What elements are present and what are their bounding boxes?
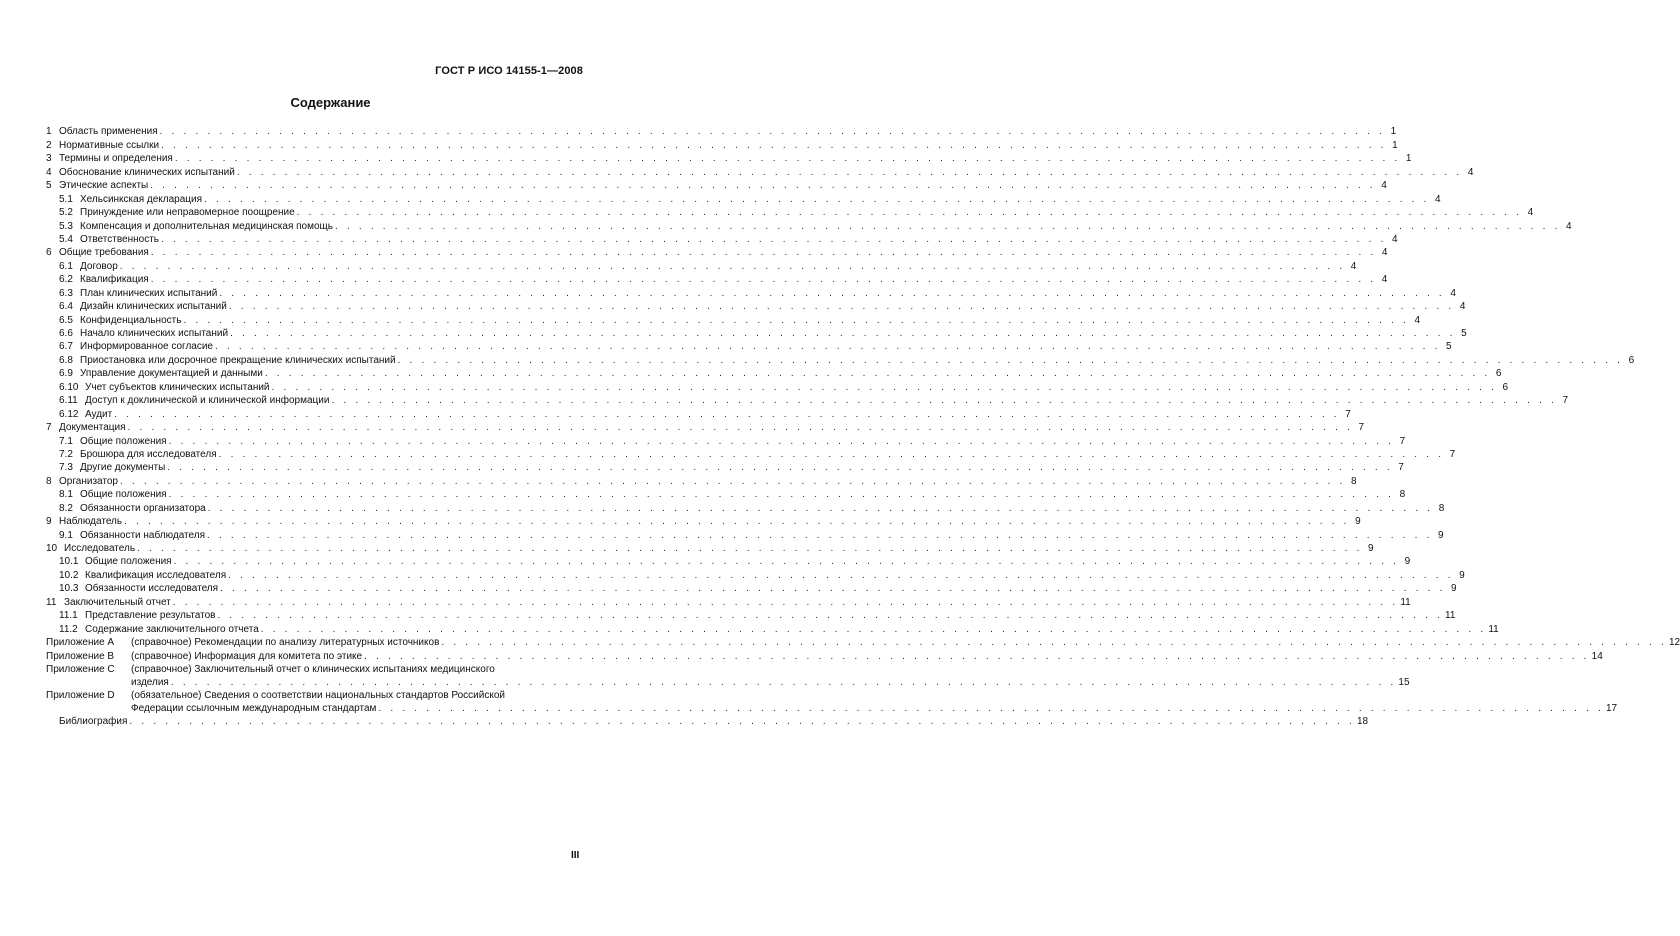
toc-entry-number: 6.4 — [59, 301, 73, 313]
toc-entry[interactable] — [46, 165, 1474, 178]
toc-entry-number: 5 — [46, 180, 52, 192]
toc-entry-number: 5.2 — [59, 207, 73, 219]
page-number: III — [571, 850, 580, 861]
toc-entry-page: 1 — [1405, 153, 1412, 165]
toc-entry-number: 11 — [46, 596, 57, 608]
toc-leader-dots: . . . . . . . . . . . . . . . . . . . . . . . . . . . . . . . . . . . . . . . . . . . . . . . . . . . . . . . . . . . . . . . . . . . . . . . . . . . . . . . . . . . . . . . . . . . . . . . . . . . . . . . — [264, 368, 1491, 380]
toc-entry-page: 4 — [1392, 233, 1398, 245]
toc-leader-dots: . . . . . . . . . . . . . . . . . . . . . . . . . . . . . . . . . . . . . . . . . . . . . . . . . . . . . . . . . . . . . . . . . . . . . . . . . . . . . . . . . . . . . . . . . . . . . . . . . . . . . . . — [137, 543, 1363, 554]
toc-entry-title — [80, 206, 295, 219]
toc-entry-number: 6.5 — [59, 314, 73, 326]
toc-entry[interactable] — [46, 689, 1618, 715]
toc-entry[interactable] — [46, 125, 1397, 138]
toc-entry[interactable] — [46, 152, 1412, 165]
toc-entry[interactable] — [46, 434, 1406, 447]
toc-entry-title-line: Содержание заключительного отчета — [85, 623, 259, 635]
standard-header: ГОСТ Р ИСО 14155-1—2008 — [435, 65, 583, 77]
toc-entry-page: 4 — [1381, 274, 1388, 286]
toc-entry-page: 8 — [1399, 489, 1406, 501]
toc-entry-title-line: Общие положения — [80, 435, 167, 447]
toc-entry-page: 6 — [1628, 354, 1635, 366]
toc-entry-title — [80, 340, 213, 353]
toc-entry-title-line: План клинических испытаний — [80, 287, 218, 299]
toc-entry-page: 1 — [1390, 126, 1397, 138]
page-title: Содержание — [290, 95, 371, 110]
toc-entry-number: 10.1 — [59, 556, 79, 568]
toc-entry[interactable] — [46, 219, 1572, 232]
toc-leader-dots: . . . . . . . . . . . . . . . . . . . . . . . . . . . . . . . . . . . . . . . . . . . . . . . . . . . . . . . . . . . . . . . . . . . . . . . . . . . . . . . . . . . . . . . . . . . . . . . . . . . . . . . — [236, 166, 1463, 178]
toc-entry-title-line: Обязанности наблюдателя — [80, 529, 205, 541]
toc-entry-page: 15 — [1398, 676, 1410, 688]
toc-entry-title-line: Брошюра для исследователя — [80, 448, 217, 460]
toc-entry-page: 4 — [1414, 314, 1420, 326]
toc-entry-title-line: Принуждение или неправомерное поощрение — [80, 207, 295, 219]
toc-entry-title — [59, 246, 149, 259]
toc-entry-title — [80, 273, 149, 286]
toc-entry-title-line: изделия — [131, 676, 169, 688]
toc-entry-page: 7 — [1399, 435, 1406, 447]
toc-entry[interactable] — [46, 206, 1534, 219]
toc-entry-page: 5 — [1461, 328, 1467, 339]
toc-entry-page: 11 — [1488, 623, 1499, 635]
toc-leader-dots: . . . . . . . . . . . . . . . . . . . . . . . . . . . . . . . . . . . . . . . . . . . . . . . . . . . . . . . . . . . . . . . . . . . . . . . . . . . . . . . . . . . . . . . . . . . . . . . . . . . . . . . — [172, 596, 1399, 608]
toc-entry-page: 12 — [1668, 637, 1680, 649]
toc-entry-title — [85, 381, 270, 394]
toc-leader-dots: . . . . . . . . . . . . . . . . . . . . . . . . . . . . . . . . . . . . . . . . . . . . . . . . . . . . . . . . . . . . . . . . . . . . . . . . . . . . . . . . . . . . . . . . . . . . . . . . . . . . . . . — [207, 529, 1433, 541]
toc-entry[interactable] — [46, 609, 1456, 622]
toc-entry[interactable] — [46, 138, 1398, 151]
toc-entry[interactable] — [46, 421, 1365, 434]
toc-entry-title — [80, 461, 165, 474]
toc-entry-title-line: Другие документы — [80, 462, 166, 474]
toc-entry-title-line: Исследователь — [64, 543, 136, 554]
toc-entry-title — [59, 515, 122, 528]
toc-entry-title — [85, 582, 218, 595]
toc-entry[interactable] — [46, 340, 1452, 353]
toc-leader-dots: . . . . . . . . . . . . . . . . . . . . . . . . . . . . . . . . . . . . . . . . . . . . . . . . . . . . . . . . . . . . . . . . . . . . . . . . . . . . . . . . . . . . . . . . . . . . . . . . . . . . . . . — [378, 702, 1604, 714]
toc-entry-title — [80, 260, 118, 273]
toc-entry-number: 8 — [46, 475, 52, 487]
toc-entry-page: 11 — [1400, 596, 1411, 608]
toc-entry[interactable] — [46, 233, 1398, 246]
toc-leader-dots: . . . . . . . . . . . . . . . . . . . . . . . . . . . . . . . . . . . . . . . . . . . . . . . . . . . . . . . . . . . . . . . . . . . . . . . . . . . . . . . . . . . . . . . . . . . . . . . . . . . . . . . — [119, 260, 1346, 272]
toc-entry-title — [80, 367, 263, 380]
toc-leader-dots: . . . . . . . . . . . . . . . . . . . . . . . . . . . . . . . . . . . . . . . . . . . . . . . . . . . . . . . . . . . . . . . . . . . . . . . . . . . . . . . . . . . . . . . . . . . . . . . . . . . . . . . — [173, 556, 1400, 568]
toc-entry-number: 10.2 — [59, 569, 79, 581]
toc-entry-page: 7 — [1562, 395, 1569, 407]
toc-entry[interactable] — [46, 179, 1387, 192]
toc-entry-number: 11.1 — [59, 610, 78, 622]
toc-leader-dots: . . . . . . . . . . . . . . . . . . . . . . . . . . . . . . . . . . . . . . . . . . . . . . . . . . . . . . . . . . . . . . . . . . . . . . . . . . . . . . . . . . . . . . . . . . . . . . . . . . . . . . . — [296, 207, 1523, 219]
toc-entry[interactable] — [46, 663, 1410, 689]
toc-leader-dots: . . . . . . . . . . . . . . . . . . . . . . . . . . . . . . . . . . . . . . . . . . . . . . . . . . . . . . . . . . . . . . . . . . . . . . . . . . . . . . . . . . . . . . . . . . . . . . . . . . . . . . . — [230, 328, 1456, 339]
toc-entry-page: 4 — [1565, 220, 1572, 232]
toc-entry-title-line: Документация — [59, 422, 126, 434]
toc-entry-page: 11 — [1445, 610, 1456, 622]
toc-entry-page: 7 — [1398, 462, 1404, 474]
toc-entry[interactable] — [46, 192, 1441, 205]
toc-entry-title-line: Общие требования — [59, 247, 149, 259]
toc-entry-number: 6.3 — [59, 287, 73, 299]
toc-entry-page: 17 — [1605, 702, 1618, 714]
toc-entry-number: 7.3 — [59, 462, 73, 474]
toc-entry-title-line: Область применения — [59, 126, 158, 138]
toc-entry-number: 6.9 — [59, 368, 73, 380]
toc-entry[interactable] — [46, 474, 1357, 487]
toc-entry-page: 9 — [1404, 556, 1411, 568]
toc-entry-title-line: Учет субъектов клинических испытаний — [85, 381, 270, 393]
toc-entry[interactable] — [46, 259, 1357, 272]
toc-entry-page: 6 — [1502, 381, 1509, 393]
toc-leader-dots: . . . . . . . . . . . . . . . . . . . . . . . . . . . . . . . . . . . . . . . . . . . . . . . . . . . . . . . . . . . . . . . . . . . . . . . . . . . . . . . . . . . . . . . . . . . . . . . . . . . . . . . — [271, 381, 1498, 393]
toc-entry-title — [85, 555, 172, 568]
toc-entry-title-line: Федерации ссылочным международным стандартам — [131, 702, 377, 714]
toc-leader-dots: . . . . . . . . . . . . . . . . . . . . . . . . . . . . . . . . . . . . . . . . . . . . . . . . . . . . . . . . . . . . . . . . . . . . . . . . . . . . . . . . . . . . . . . . . . . . . . . . . . . . . . . — [150, 180, 1376, 192]
toc-entry-title-line: Дизайн клинических испытаний — [80, 301, 227, 313]
toc-entry-page: 7 — [1358, 422, 1365, 434]
toc-entry-page: 9 — [1368, 543, 1374, 554]
toc-entry-title-line: Организатор — [59, 475, 118, 487]
toc-entry-title-line: Аудит — [85, 408, 113, 420]
toc-entry[interactable] — [46, 273, 1388, 286]
toc-leader-dots: . . . . . . . . . . . . . . . . . . . . . . . . . . . . . . . . . . . . . . . . . . . . . . . . . . . . . . . . . . . . . . . . . . . . . . . . . . . . . . . . . . . . . . . . . . . . . . . . . . . . . . . — [207, 502, 1434, 514]
toc-entry-title — [131, 636, 439, 649]
toc-entry-title — [80, 354, 396, 367]
toc-entry[interactable] — [46, 515, 1361, 528]
toc-entry-number: 6.11 — [59, 395, 78, 407]
toc-entry-title — [85, 408, 112, 421]
toc-leader-dots: . . . . . . . . . . . . . . . . . . . . . . . . . . . . . . . . . . . . . . . . . . . . . . . . . . . . . . . . . . . . . . . . . . . . . . . . . . . . . . . . . . . . . . . . . . . . . . . . . . . . . . . — [127, 422, 1354, 434]
toc-entry-number: 7.2 — [59, 448, 73, 460]
toc-entry[interactable] — [46, 488, 1406, 501]
toc-entry-number: 5.1 — [59, 193, 73, 205]
toc-entry-page: 14 — [1591, 650, 1603, 662]
toc-leader-dots: . . . . . . . . . . . . . . . . . . . . . . . . . . . . . . . . . . . . . . . . . . . . . . . . . . . . . . . . . . . . . . . . . . . . . . . . . . . . . . . . . . . . . . . . . . . . . . . . . . . . . . . — [397, 354, 1624, 366]
toc-entry-title — [80, 327, 228, 340]
toc-entry-title-line: (обязательное) Сведения о соответствии национальных стандартов Российской — [131, 689, 505, 701]
toc-leader-dots: . . . . . . . . . . . . . . . . . . . . . . . . . . . . . . . . . . . . . . . . . . . . . . . . . . . . . . . . . . . . . . . . . . . . . . . . . . . . . . . . . . . . . . . . . . . . . . . . . . . . . . . — [220, 583, 1446, 595]
toc-entry-title — [80, 300, 227, 313]
toc-entry[interactable] — [46, 394, 1569, 407]
toc-entry-number: 10.3 — [59, 583, 79, 595]
toc-entry-title — [59, 166, 235, 179]
toc-entry-title — [80, 287, 217, 300]
toc-entry-page: 9 — [1459, 569, 1465, 581]
toc-entry-page: 4 — [1450, 287, 1456, 299]
toc-entry-title — [64, 542, 135, 555]
toc-entry[interactable] — [46, 595, 1411, 608]
toc-entry-title — [80, 448, 217, 461]
toc-entry-title — [85, 394, 329, 407]
toc-entry-number: 7.1 — [59, 435, 73, 447]
toc-entry-title-line: Компенсация и дополнительная медицинская помощь — [80, 220, 333, 232]
toc-entry-page: 9 — [1451, 583, 1457, 595]
toc-entry-number: 6.8 — [59, 354, 73, 366]
toc-entry-number: 4 — [46, 166, 52, 178]
toc-entry-title-line: Наблюдатель — [59, 516, 123, 528]
toc-entry-title — [64, 596, 171, 609]
toc-entry-page: 4 — [1459, 301, 1466, 313]
toc-entry[interactable] — [46, 286, 1456, 299]
toc-entry[interactable] — [46, 353, 1635, 366]
toc-entry-title-line: Представление результатов — [85, 610, 216, 622]
toc-entry-title-line: Библиография — [59, 715, 128, 727]
toc-entry[interactable] — [46, 461, 1404, 474]
toc-leader-dots: . . . . . . . . . . . . . . . . . . . . . . . . . . . . . . . . . . . . . . . . . . . . . . . . . . . . . . . . . . . . . . . . . . . . . . . . . . . . . . . . . . . . . . . . . . . . . . . . . . . . . . . — [183, 314, 1409, 326]
toc-entry-title — [80, 193, 202, 206]
toc-leader-dots: . . . . . . . . . . . . . . . . . . . . . . . . . . . . . . . . . . . . . . . . . . . . . . . . . . . . . . . . . . . . . . . . . . . . . . . . . . . . . . . . . . . . . . . . . . . . . . . . . . . . . . . — [217, 610, 1444, 622]
toc-entry-title-line: Заключительный отчет — [64, 596, 171, 608]
toc-leader-dots: . . . . . . . . . . . . . . . . . . . . . . . . . . . . . . . . . . . . . . . . . . . . . . . . . . . . . . . . . . . . . . . . . . . . . . . . . . . . . . . . . . . . . . . . . . . . . . . . . . . . . . . — [124, 516, 1350, 528]
toc-entry-title — [59, 715, 127, 728]
toc-entry-title-line: (справочное) Информация для комитета по этике — [131, 650, 363, 662]
toc-entry[interactable] — [46, 568, 1465, 581]
toc-entry[interactable] — [46, 528, 1444, 541]
toc-entry-page: 4 — [1381, 180, 1387, 192]
toc-entry-number: 6 — [46, 247, 52, 259]
toc-entry-title-line: Нормативные ссылки — [59, 139, 160, 151]
toc-entry-title-line: Ответственность — [80, 233, 159, 245]
toc-entry-title-line: Приостановка или досрочное прекращение клинических испытаний — [80, 354, 396, 366]
toc-entry-title — [80, 502, 206, 515]
toc-entry-number: 2 — [46, 139, 52, 151]
toc-entry-number: 3 — [46, 153, 52, 165]
toc-entry-page: 8 — [1438, 502, 1445, 514]
toc-entry-number: 9 — [46, 516, 52, 528]
toc-entry-number: 7 — [46, 422, 52, 434]
toc-entry[interactable] — [46, 300, 1466, 313]
toc-entry-title-line: Управление документацией и данными — [80, 368, 263, 380]
toc-entry-title — [85, 569, 226, 582]
toc-entry-title-line: Обязанности исследователя — [85, 583, 219, 595]
toc-leader-dots: . . . . . . . . . . . . . . . . . . . . . . . . . . . . . . . . . . . . . . . . . . . . . . . . . . . . . . . . . . . . . . . . . . . . . . . . . . . . . . . . . . . . . . . . . . . . . . . . . . . . . . . — [331, 395, 1558, 407]
toc-entry-title — [80, 220, 333, 233]
toc-entry-number: 10 — [46, 543, 58, 554]
toc-entry-title-line: Информированное согласие — [80, 341, 213, 353]
toc-entry-title — [80, 233, 159, 246]
toc-leader-dots: . . . . . . . . . . . . . . . . . . . . . . . . . . . . . . . . . . . . . . . . . . . . . . . . . . . . . . . . . . . . . . . . . . . . . . . . . . . . . . . . . . . . . . . . . . . . . . . . . . . . . . . — [150, 274, 1377, 286]
toc-entry-number: 6.10 — [59, 381, 79, 393]
toc-entry[interactable] — [46, 582, 1457, 595]
toc-entry-number: Приложение D — [46, 689, 115, 701]
toc-entry-page: 4 — [1467, 166, 1474, 178]
toc-leader-dots: . . . . . . . . . . . . . . . . . . . . . . . . . . . . . . . . . . . . . . . . . . . . . . . . . . . . . . . . . . . . . . . . . . . . . . . . . . . . . . . . . . . . . . . . . . . . . . . . . . . . . . . — [441, 637, 1667, 649]
toc-entry-title — [59, 475, 118, 488]
toc-entry-title-line: Начало клинических испытаний — [80, 328, 229, 339]
toc-entry-page: 4 — [1527, 207, 1534, 219]
toc-leader-dots: . . . . . . . . . . . . . . . . . . . . . . . . . . . . . . . . . . . . . . . . . . . . . . . . . . . . . . . . . . . . . . . . . . . . . . . . . . . . . . . . . . . . . . . . . . . . . . . . . . . . . . . — [129, 715, 1355, 727]
toc-entry-title-line: Договор — [80, 260, 118, 272]
toc-entry[interactable] — [46, 327, 1467, 340]
toc-entry-number: 5.4 — [59, 233, 73, 245]
toc-entry[interactable] — [46, 542, 1374, 555]
toc-entry-number: 5.3 — [59, 220, 73, 232]
toc-entry[interactable] — [46, 649, 1603, 662]
toc-entry-title-line: Термины и определения — [59, 153, 173, 165]
toc-entry-title-line: Общие положения — [85, 556, 172, 568]
toc-entry-number: Приложение С — [46, 663, 115, 675]
toc-entry[interactable] — [46, 636, 1680, 649]
toc-entry-title — [80, 314, 181, 327]
toc-entry-page: 5 — [1446, 341, 1452, 353]
toc-entry-title-line: Конфиденциальность — [80, 314, 182, 326]
toc-entry-title-line: Доступ к доклинической и клинической информации — [85, 395, 330, 407]
toc-entry-number: 8.2 — [59, 502, 73, 514]
toc-entry-number: Приложение А — [46, 637, 115, 649]
toc-entry-page: 18 — [1356, 715, 1369, 727]
toc-entry-number: 1 — [46, 126, 52, 138]
toc-leader-dots: . . . . . . . . . . . . . . . . . . . . . . . . . . . . . . . . . . . . . . . . . . . . . . . . . . . . . . . . . . . . . . . . . . . . . . . . . . . . . . . . . . . . . . . . . . . . . . . . . . . . . . . — [168, 435, 1395, 447]
toc-leader-dots: . . . . . . . . . . . . . . . . . . . . . . . . . . . . . . . . . . . . . . . . . . . . . . . . . . . . . . . . . . . . . . . . . . . . . . . . . . . . . . . . . . . . . . . . . . . . . . . . . . . . . . . — [161, 139, 1387, 151]
toc-entry-title — [85, 609, 215, 622]
toc-entry-title — [80, 435, 167, 448]
toc-entry-number: 9.1 — [59, 529, 73, 541]
toc-leader-dots: . . . . . . . . . . . . . . . . . . . . . . . . . . . . . . . . . . . . . . . . . . . . . . . . . . . . . . . . . . . . . . . . . . . . . . . . . . . . . . . . . . . . . . . . . . . . . . . . . . . . . . . — [167, 462, 1393, 474]
toc-entry[interactable] — [46, 246, 1388, 259]
toc-entry-title — [131, 650, 362, 663]
toc-entry[interactable] — [46, 501, 1445, 514]
toc-entry-page: 9 — [1355, 516, 1361, 528]
toc-entry[interactable] — [46, 622, 1499, 635]
toc-leader-dots: . . . . . . . . . . . . . . . . . . . . . . . . . . . . . . . . . . . . . . . . . . . . . . . . . . . . . . . . . . . . . . . . . . . . . . . . . . . . . . . . . . . . . . . . . . . . . . . . . . . . . . . — [204, 193, 1430, 205]
toc-leader-dots: . . . . . . . . . . . . . . . . . . . . . . . . . . . . . . . . . . . . . . . . . . . . . . . . . . . . . . . . . . . . . . . . . . . . . . . . . . . . . . . . . . . . . . . . . . . . . . . . . . . . . . . — [334, 220, 1561, 232]
toc-entry-page: 4 — [1435, 193, 1441, 205]
toc-entry-number: 6.1 — [59, 260, 73, 272]
toc-entry-page: 6 — [1495, 368, 1502, 380]
toc-entry-title-line: (справочное) Рекомендации по анализу литературных источников — [131, 637, 440, 649]
toc-leader-dots: . . . . . . . . . . . . . . . . . . . . . . . . . . . . . . . . . . . . . . . . . . . . . . . . . . . . . . . . . . . . . . . . . . . . . . . . . . . . . . . . . . . . . . . . . . . . . . . . . . . . . . . — [161, 233, 1387, 245]
toc-entry-title-line: Этические аспекты — [59, 180, 149, 192]
toc-entry-page: 4 — [1381, 247, 1388, 259]
toc-entry-page: 7 — [1449, 448, 1456, 460]
toc-leader-dots: . . . . . . . . . . . . . . . . . . . . . . . . . . . . . . . . . . . . . . . . . . . . . . . . . . . . . . . . . . . . . . . . . . . . . . . . . . . . . . . . . . . . . . . . . . . . . . . . . . . . . . . — [228, 569, 1454, 581]
toc-leader-dots: . . . . . . . . . . . . . . . . . . . . . . . . . . . . . . . . . . . . . . . . . . . . . . . . . . . . . . . . . . . . . . . . . . . . . . . . . . . . . . . . . . . . . . . . . . . . . . . . . . . . . . . — [215, 341, 1441, 353]
toc-leader-dots: . . . . . . . . . . . . . . . . . . . . . . . . . . . . . . . . . . . . . . . . . . . . . . . . . . . . . . . . . . . . . . . . . . . . . . . . . . . . . . . . . . . . . . . . . . . . . . . . . . . . . . . — [168, 489, 1395, 501]
toc-entry-title — [85, 623, 259, 636]
toc-entry-number: 6.7 — [59, 341, 73, 353]
toc-entry[interactable] — [46, 555, 1411, 568]
toc-leader-dots: . . . . . . . . . . . . . . . . . . . . . . . . . . . . . . . . . . . . . . . . . . . . . . . . . . . . . . . . . . . . . . . . . . . . . . . . . . . . . . . . . . . . . . . . . . . . . . . . . . . . . . . — [170, 676, 1397, 688]
toc-entry[interactable] — [46, 448, 1456, 461]
toc-entry-number: 6.12 — [59, 408, 79, 420]
toc-entry-title-line: (справочное) Заключительный отчет о клинических испытаниях медицинского — [131, 663, 495, 675]
toc-entry-title — [59, 139, 159, 152]
toc-entry-page: 1 — [1392, 139, 1398, 151]
toc-entry-title-line: Общие положения — [80, 489, 167, 501]
toc-entry-title — [59, 421, 126, 434]
toc-entry-number: Приложение В — [46, 650, 115, 662]
toc-entry-title-line: Обязанности организатора — [80, 502, 206, 514]
toc-entry-number: 8.1 — [59, 489, 73, 501]
toc-leader-dots: . . . . . . . . . . . . . . . . . . . . . . . . . . . . . . . . . . . . . . . . . . . . . . . . . . . . . . . . . . . . . . . . . . . . . . . . . . . . . . . . . . . . . . . . . . . . . . . . . . . . . . . — [218, 448, 1445, 460]
toc-leader-dots: . . . . . . . . . . . . . . . . . . . . . . . . . . . . . . . . . . . . . . . . . . . . . . . . . . . . . . . . . . . . . . . . . . . . . . . . . . . . . . . . . . . . . . . . . . . . . . . . . . . . . . . — [219, 287, 1445, 299]
toc-entry-page: 4 — [1350, 260, 1357, 272]
toc-entry[interactable] — [46, 407, 1351, 420]
toc-entry-title-line: Квалификация исследователя — [85, 569, 227, 581]
toc-entry[interactable] — [46, 313, 1420, 326]
toc-entry-page: 8 — [1350, 475, 1357, 487]
toc-entry-title — [80, 488, 167, 501]
table-of-contents — [46, 125, 1680, 728]
toc-entry[interactable] — [46, 715, 1369, 728]
toc-leader-dots: . . . . . . . . . . . . . . . . . . . . . . . . . . . . . . . . . . . . . . . . . . . . . . . . . . . . . . . . . . . . . . . . . . . . . . . . . . . . . . . . . . . . . . . . . . . . . . . . . . . . . . . — [114, 408, 1340, 420]
toc-leader-dots: . . . . . . . . . . . . . . . . . . . . . . . . . . . . . . . . . . . . . . . . . . . . . . . . . . . . . . . . . . . . . . . . . . . . . . . . . . . . . . . . . . . . . . . . . . . . . . . . . . . . . . . — [119, 475, 1346, 487]
toc-entry-title-line: Обоснование клинических испытаний — [59, 166, 235, 178]
toc-leader-dots: . . . . . . . . . . . . . . . . . . . . . . . . . . . . . . . . . . . . . . . . . . . . . . . . . . . . . . . . . . . . . . . . . . . . . . . . . . . . . . . . . . . . . . . . . . . . . . . . . . . . . . . — [228, 301, 1455, 313]
toc-leader-dots: . . . . . . . . . . . . . . . . . . . . . . . . . . . . . . . . . . . . . . . . . . . . . . . . . . . . . . . . . . . . . . . . . . . . . . . . . . . . . . . . . . . . . . . . . . . . . . . . . . . . . . . — [364, 650, 1590, 662]
toc-leader-dots: . . . . . . . . . . . . . . . . . . . . . . . . . . . . . . . . . . . . . . . . . . . . . . . . . . . . . . . . . . . . . . . . . . . . . . . . . . . . . . . . . . . . . . . . . . . . . . . . . . . . . . . — [174, 153, 1401, 165]
toc-entry-title-line: Квалификация — [80, 274, 149, 286]
toc-entry-title-line: Хельсинкская декларация — [80, 193, 203, 205]
toc-entry[interactable] — [46, 380, 1509, 393]
toc-entry-title — [80, 529, 205, 542]
toc-entry-page: 7 — [1345, 408, 1351, 420]
toc-leader-dots: . . . . . . . . . . . . . . . . . . . . . . . . . . . . . . . . . . . . . . . . . . . . . . . . . . . . . . . . . . . . . . . . . . . . . . . . . . . . . . . . . . . . . . . . . . . . . . . . . . . . . . . — [150, 247, 1377, 259]
toc-entry-number: 6.2 — [59, 274, 73, 286]
toc-entry-title — [59, 125, 158, 138]
toc-entry-title — [59, 152, 173, 165]
toc-entry-title — [59, 179, 148, 192]
toc-entry[interactable] — [46, 367, 1502, 380]
toc-leader-dots: . . . . . . . . . . . . . . . . . . . . . . . . . . . . . . . . . . . . . . . . . . . . . . . . . . . . . . . . . . . . . . . . . . . . . . . . . . . . . . . . . . . . . . . . . . . . . . . . . . . . . . . — [260, 623, 1487, 635]
toc-leader-dots: . . . . . . . . . . . . . . . . . . . . . . . . . . . . . . . . . . . . . . . . . . . . . . . . . . . . . . . . . . . . . . . . . . . . . . . . . . . . . . . . . . . . . . . . . . . . . . . . . . . . . . . — [159, 126, 1386, 138]
toc-entry-page: 9 — [1438, 529, 1444, 541]
toc-entry-number: 11.2 — [59, 623, 78, 635]
toc-entry-number: 6.6 — [59, 328, 73, 339]
